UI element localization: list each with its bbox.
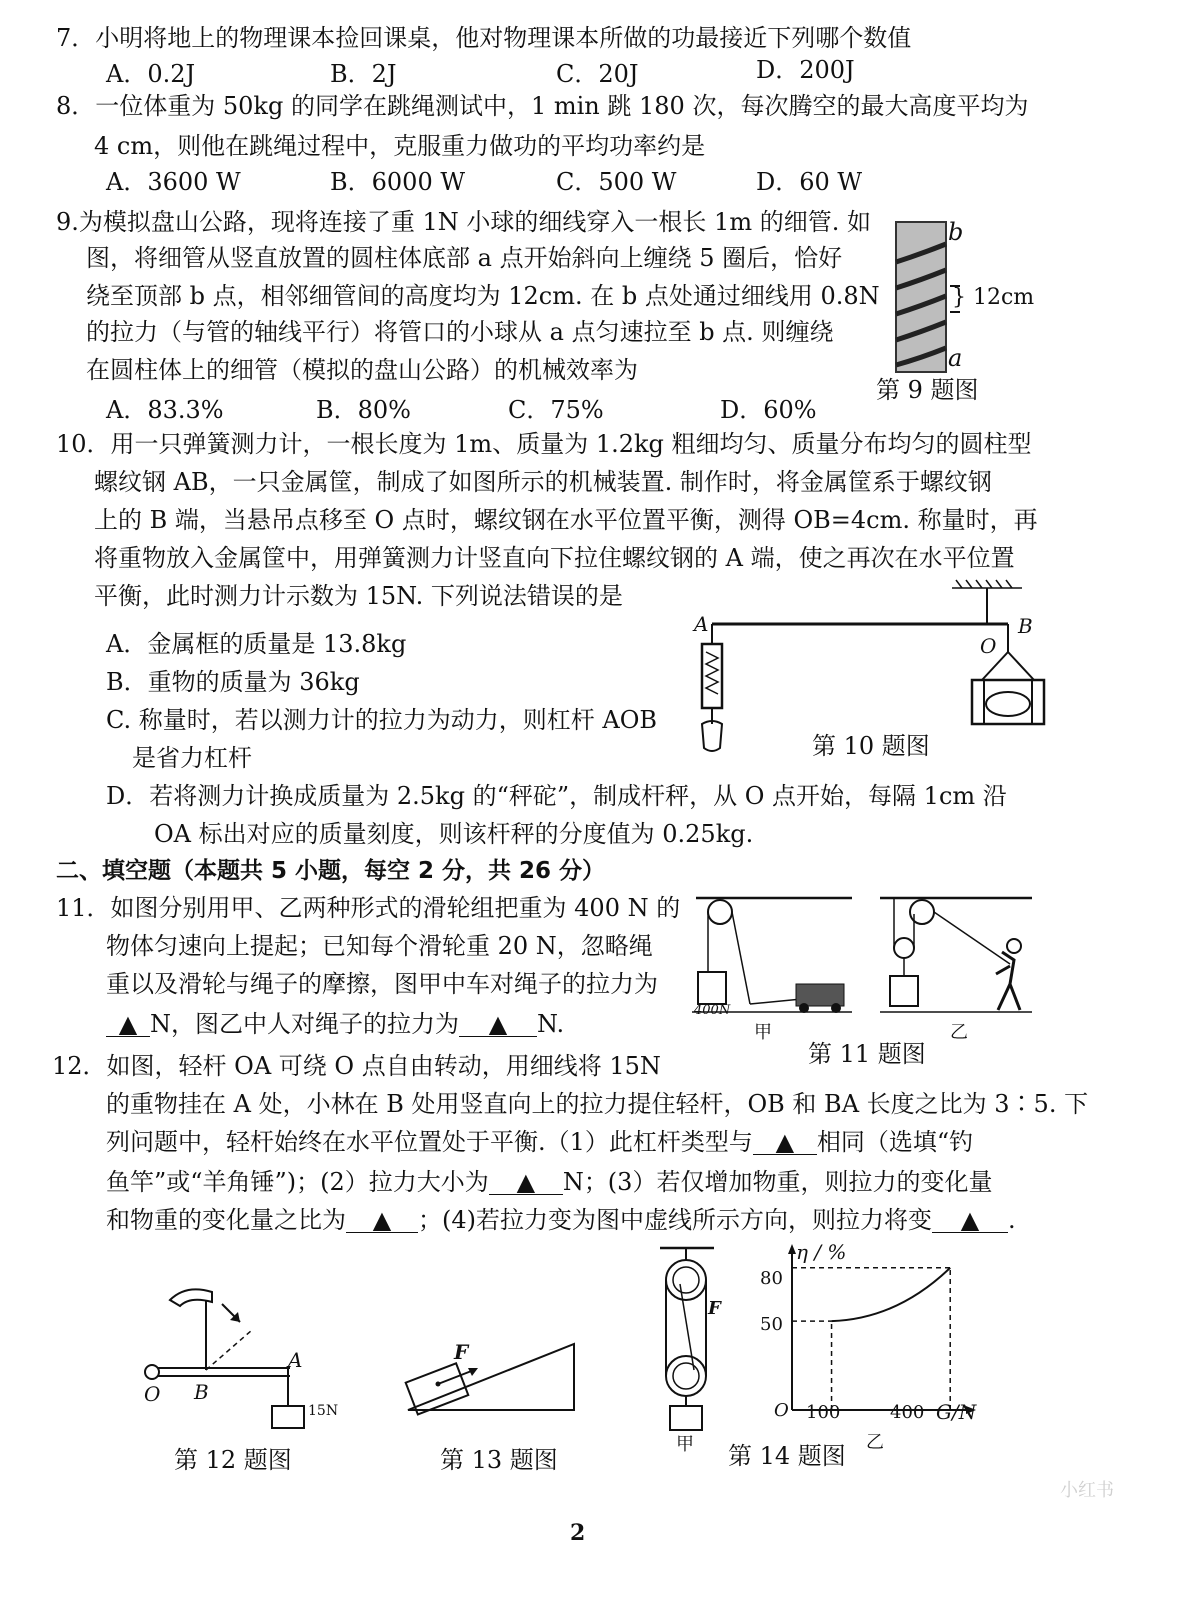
q8-option-b: B．6000 W bbox=[330, 168, 466, 196]
q7-option-c: C．20J bbox=[556, 60, 639, 88]
q10-option-d: D．若将测力计换成质量为 2.5kg 的“秤砣”，制成杆秤，从 O 点开始，每隔 1cm 沿 bbox=[106, 782, 1007, 810]
q11-blank-1: ▲ bbox=[106, 1012, 150, 1037]
section-2-title: 二、填空题（本题共 5 小题，每空 2 分，共 26 分） bbox=[56, 858, 606, 884]
q10-label-o: O bbox=[980, 634, 997, 658]
fig14-caption: 第 14 题图 bbox=[728, 1442, 846, 1470]
hand bbox=[702, 721, 722, 751]
q10-caption: 第 10 题图 bbox=[812, 732, 930, 760]
q10-option-d-cont: OA 标出对应的质量刻度，则该杆秤的分度值为 0.25kg. bbox=[154, 820, 754, 848]
q9-stem-line4: 的拉力（与管的轴线平行）将管口的小球从 a 点匀速拉至 b 点. 则缠绕 bbox=[86, 318, 834, 346]
q11-stem-line4: ▲ N，图乙中人对绳子的拉力为 ▲ N. bbox=[106, 1012, 564, 1037]
q11-label-yi: 乙 bbox=[950, 1022, 968, 1043]
q9-caption: 第 9 题图 bbox=[876, 376, 979, 404]
fig14-label-f: F bbox=[708, 1298, 721, 1319]
q8-stem-line1: 8．一位体重为 50kg 的同学在跳绳测试中，1 min 跳 180 次，每次腾空的最大高度平均为 bbox=[56, 92, 1029, 120]
fig12-label-o: O bbox=[144, 1382, 161, 1406]
q7-stem: 7．小明将地上的物理课本捡回课桌，他对物理课本所做的功最接近下列哪个数值 bbox=[56, 24, 912, 52]
fig14-label-yi: 乙 bbox=[866, 1432, 884, 1453]
q9-stem-line1: 9.为模拟盘山公路，现将连接了重 1N 小球的细线穿入一根长 1m 的细管. 如 bbox=[56, 208, 871, 236]
q10-stem-line3: 上的 B 端，当悬吊点移至 O 点时，螺纹钢在水平位置平衡，测得 OB=4cm. 称量时，再 bbox=[94, 506, 1038, 534]
q9-option-b: B．80% bbox=[316, 396, 411, 424]
fig12 bbox=[140, 1270, 380, 1430]
q12-stem-line5: 和物重的变化量之比为 ▲ ；(4)若拉力变为图中虚线所示方向，则拉力将变 ▲ . bbox=[106, 1206, 1016, 1234]
q11-weight-label: 400N bbox=[694, 1003, 731, 1018]
incline bbox=[408, 1340, 574, 1410]
q7-option-d: D．200J bbox=[756, 56, 855, 84]
q12-blank-1: ▲ bbox=[753, 1130, 817, 1155]
fig12-label-weight: 15N bbox=[308, 1403, 339, 1419]
q11-stem-line1: 11．如图分别用甲、乙两种形式的滑轮组把重为 400 N 的 bbox=[56, 894, 681, 922]
q10-option-b: B．重物的质量为 36kg bbox=[106, 668, 360, 696]
q9-label-12cm: } 12cm bbox=[952, 285, 1035, 310]
q9-stem-line2: 图，将细管从竖直放置的圆柱体底部 a 点开始斜向上缠绕 5 圈后，恰好 bbox=[86, 244, 843, 272]
q10-option-c-cont: 是省力杠杆 bbox=[132, 744, 252, 772]
fig13-label-f: F bbox=[454, 1340, 469, 1364]
q11-label-jia: 甲 bbox=[754, 1022, 772, 1043]
q12-blank-2: ▲ bbox=[489, 1170, 563, 1195]
ceiling-hatch bbox=[952, 580, 1022, 588]
watermark: 小红书 bbox=[1060, 1480, 1114, 1501]
q12-stem-line1: 12．如图，轻杆 OA 可绕 O 点自由转动，用细线将 15N bbox=[52, 1052, 661, 1080]
chart-ytick-80: 80 bbox=[760, 1268, 783, 1289]
q9-stem-line5: 在圆柱体上的细管（模拟的盘山公路）的机械效率为 bbox=[86, 356, 638, 384]
fig13-caption: 第 13 题图 bbox=[440, 1446, 558, 1474]
q10-option-c: C. 称量时，若以测力计的拉力为动力，则杠杆 AOB bbox=[106, 706, 658, 734]
pulley-jia bbox=[708, 900, 732, 924]
q9-label-b: b bbox=[948, 218, 964, 246]
chart-xtick-100: 100 bbox=[806, 1402, 841, 1423]
page-number: 2 bbox=[570, 1520, 586, 1546]
q7-option-a: A．0.2J bbox=[106, 60, 196, 88]
fig14-pulley bbox=[650, 1244, 730, 1434]
q10-label-a: A bbox=[694, 612, 709, 636]
q9-option-c: C．75% bbox=[508, 396, 604, 424]
chart-origin: O bbox=[774, 1400, 789, 1421]
q7-option-b: B．2J bbox=[330, 60, 397, 88]
q11-stem-line2: 物体匀速向上提起；已知每个滑轮重 20 N，忽略绳 bbox=[106, 932, 653, 960]
q12-blank-4: ▲ bbox=[932, 1208, 1008, 1233]
q11-stem-line3: 重以及滑轮与绳子的摩擦，图甲中车对绳子的拉力为 bbox=[106, 970, 658, 998]
q10-stem-line5: 平衡，此时测力计示数为 15N. 下列说法错误的是 bbox=[94, 582, 623, 610]
q11-caption: 第 11 题图 bbox=[808, 1040, 926, 1068]
chart-ytick-50: 50 bbox=[760, 1314, 783, 1335]
q8-option-d: D．60 W bbox=[756, 168, 863, 196]
fig13 bbox=[394, 1336, 584, 1416]
metal-basket bbox=[972, 680, 1044, 724]
q12-blank-3: ▲ bbox=[346, 1208, 418, 1233]
q12-stem-line3: 列问题中，轻杆始终在水平位置处于平衡.（1）此杠杆类型与 ▲ 相同（选填“钓 bbox=[106, 1128, 974, 1156]
q8-option-c: C．500 W bbox=[556, 168, 677, 196]
q10-stem-line2: 螺纹钢 AB，一只金属筐，制成了如图所示的机械装置. 制作时，将金属筐系于螺纹钢 bbox=[94, 468, 992, 496]
q12-stem-line2: 的重物挂在 A 处，小林在 B 处用竖直向上的拉力提住轻杆，OB 和 BA 长度之比为 3∶5. 下 bbox=[106, 1090, 1089, 1118]
fig12-caption: 第 12 题图 bbox=[174, 1446, 292, 1474]
q8-stem-line2: 4 cm，则他在跳绳过程中，克服重力做功的平均功率约是 bbox=[94, 132, 706, 160]
chart-xtick-400: 400 bbox=[890, 1402, 925, 1423]
q9-stem-line3: 绕至顶部 b 点，相邻细管间的高度均为 12cm. 在 b 点处通过细线用 0.8N bbox=[86, 282, 880, 310]
pulley-yi-movable bbox=[894, 938, 914, 958]
q10-option-a: A．金属框的质量是 13.8kg bbox=[106, 630, 407, 658]
fig12-label-b: B bbox=[194, 1380, 209, 1404]
q9-option-a: A．83.3% bbox=[106, 396, 224, 424]
q12-stem-line4: 鱼竿”或“羊角锤”)；(2）拉力大小为 ▲ N；(3）若仅增加物重，则拉力的变化量 bbox=[106, 1168, 993, 1196]
q9-option-d: D．60% bbox=[720, 396, 817, 424]
q10-stem-line4: 将重物放入金属筐中，用弹簧测力计竖直向下拉住螺纹钢的 A 端，使之再次在水平位置 bbox=[94, 544, 1015, 572]
q9-label-a: a bbox=[948, 344, 963, 372]
q11-figure bbox=[692, 894, 1062, 1054]
fig14-label-jia: 甲 bbox=[676, 1434, 694, 1455]
q8-option-a: A．3600 W bbox=[106, 168, 241, 196]
fig12-label-a: A bbox=[288, 1348, 303, 1372]
car-icon bbox=[796, 984, 844, 1006]
person-icon bbox=[996, 952, 1020, 1010]
chart-xlabel: G/N bbox=[936, 1400, 977, 1424]
chart-ylabel: η / % bbox=[796, 1240, 847, 1264]
q11-blank-2: ▲ bbox=[459, 1012, 537, 1037]
q10-label-b: B bbox=[1018, 614, 1033, 638]
chart-series-line bbox=[832, 1268, 951, 1321]
q10-stem-line1: 10．用一只弹簧测力计，一根长度为 1m、质量为 1.2kg 粗细均匀、质量分布均匀的圆柱型 bbox=[56, 430, 1032, 458]
